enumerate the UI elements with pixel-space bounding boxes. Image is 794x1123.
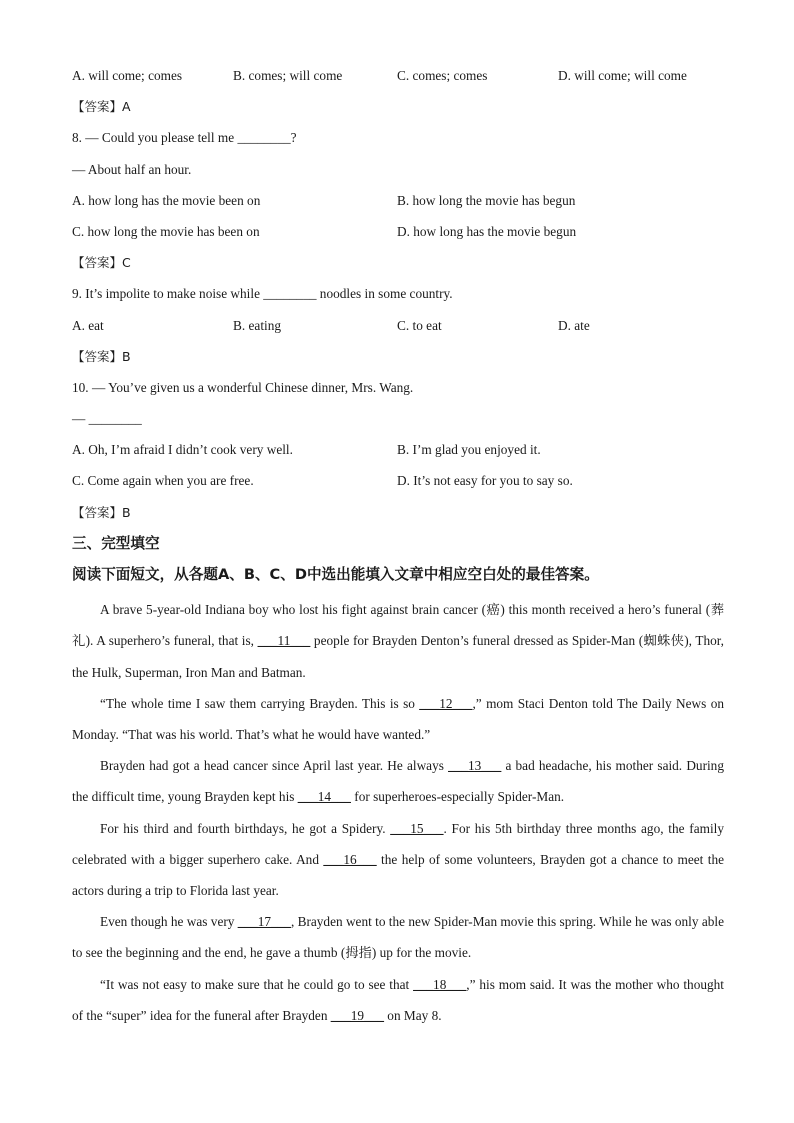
q9-options <box>72 314 724 345</box>
q10-answer: 【答案】B <box>72 504 131 520</box>
q10-option-b[interactable]: B. I’m glad you enjoyed it. <box>397 442 541 458</box>
blank-15[interactable]: ___15___ <box>390 820 444 836</box>
q7-option-d[interactable]: D. will come; will come <box>558 68 687 83</box>
blank-18[interactable]: ___18___ <box>413 976 467 992</box>
passage-text: the help of some volunteers, Brayden got a chance to meet the actors during a trip to Florida last year. <box>72 851 724 899</box>
q8-stem: 8. — Could you please tell me ________? <box>72 130 297 146</box>
q8-option-c[interactable]: C. how long the movie has been on <box>72 223 260 239</box>
q9-option-c[interactable]: C. to eat <box>397 317 442 333</box>
passage-text: “The whole time I saw them carrying Brayden. This is so <box>100 695 420 711</box>
passage-text: , Brayden went to the new Spider-Man movie this spring. While he was only able to see the beginning and the end, he gave a thumb (拇指) up for the movie. <box>72 914 724 961</box>
q7-options <box>72 64 724 95</box>
passage-paragraph-2 <box>72 688 724 750</box>
blank-13[interactable]: ___13___ <box>448 758 502 774</box>
q7-answer: 【答案】A <box>72 99 131 115</box>
passage-paragraph-4 <box>72 813 724 907</box>
q7-option-b[interactable]: B. comes; will come <box>233 68 343 83</box>
passage-paragraph-1 <box>72 594 724 688</box>
passage-text: ,” his mom said. It was the mother who thought of the “super” idea for the funeral after Brayden <box>72 976 724 1023</box>
passage-text: for superheroes-especially Spider-Man. <box>350 789 565 805</box>
passage-paragraph-5 <box>72 906 724 968</box>
q8-options-row2 <box>72 220 724 251</box>
q10-stem: 10. — You’ve given us a wonderful Chinese dinner, Mrs. Wang. <box>72 379 414 395</box>
passage-text: Brayden had got a head cancer since April last year. He always <box>100 758 449 774</box>
blank-11[interactable]: ___11___ <box>257 633 311 649</box>
q10-options-row2 <box>72 469 724 500</box>
passage-text: For his third and fourth birthdays, he got a Spidery. <box>100 820 391 836</box>
q10-options-row1 <box>72 438 724 469</box>
q10-option-a[interactable]: A. Oh, I’m afraid I didn’t cook very well. <box>72 442 293 458</box>
passage-paragraph-3 <box>72 750 724 812</box>
passage-text: ,” mom Staci Denton told The Daily News on Monday. “That was his world. That’s what he would have wanted.” <box>72 695 724 742</box>
q9-option-d[interactable]: D. ate <box>558 317 590 333</box>
blank-19[interactable]: ___19___ <box>330 1007 384 1023</box>
blank-17[interactable]: ___17___ <box>237 914 291 930</box>
q10-reply: — ________ <box>72 411 142 427</box>
section-instruction: 阅读下面短文，从各题A、B、C、D中选出能填入文章中相应空白处的最佳答案。 <box>72 566 599 583</box>
q8-answer: 【答案】C <box>72 255 131 271</box>
q8-option-d[interactable]: D. how long has the movie begun <box>397 223 577 239</box>
q9-option-a[interactable]: A. eat <box>72 317 104 333</box>
passage-text: a bad headache, his mother said. During the difficult time, young Brayden kept his <box>72 758 724 805</box>
passage-text: on May 8. <box>383 1007 442 1023</box>
q8-options-row1 <box>72 189 724 220</box>
q9-answer: 【答案】B <box>72 348 131 364</box>
q7-option-a[interactable]: A. will come; comes <box>72 68 183 83</box>
q7-option-c[interactable]: C. comes; comes <box>397 68 488 83</box>
q10-option-d[interactable]: D. It’s not easy for you to say so. <box>397 473 573 489</box>
q8-reply: — About half an hour. <box>72 161 192 177</box>
document-page <box>72 64 724 1031</box>
blank-14[interactable]: ___14___ <box>297 789 351 805</box>
blank-16[interactable]: ___16___ <box>323 851 377 867</box>
q8-option-a[interactable]: A. how long has the movie been on <box>72 192 261 208</box>
blank-12[interactable]: ___12___ <box>419 695 473 711</box>
q9-stem: 9. It’s impolite to make noise while ________ noodles in some country. <box>72 286 453 302</box>
passage-text: people for Brayden Denton’s funeral dressed as Spider-Man (蜘蛛侠), Thor, the Hulk, Superman, Iron Man and Batman. <box>72 633 724 680</box>
passage-text: A brave 5-year-old Indiana boy who lost his fight against brain cancer (癌) this month received a hero’s funeral (葬礼). A superhero’s funeral, that is, <box>72 602 724 649</box>
passage-paragraph-6 <box>72 969 724 1031</box>
q8-option-b[interactable]: B. how long the movie has begun <box>397 192 576 208</box>
passage-text: “It was not easy to make sure that he could go to see that <box>100 976 414 992</box>
q10-option-c[interactable]: C. Come again when you are free. <box>72 473 254 489</box>
q9-option-b[interactable]: B. eating <box>233 317 282 333</box>
passage-text: Even though he was very <box>100 914 238 930</box>
passage-text: . For his 5th birthday three months ago, the family celebrated with a bigger superhero cake. And <box>72 820 724 867</box>
section-title: 三、完型填空 <box>72 534 160 552</box>
